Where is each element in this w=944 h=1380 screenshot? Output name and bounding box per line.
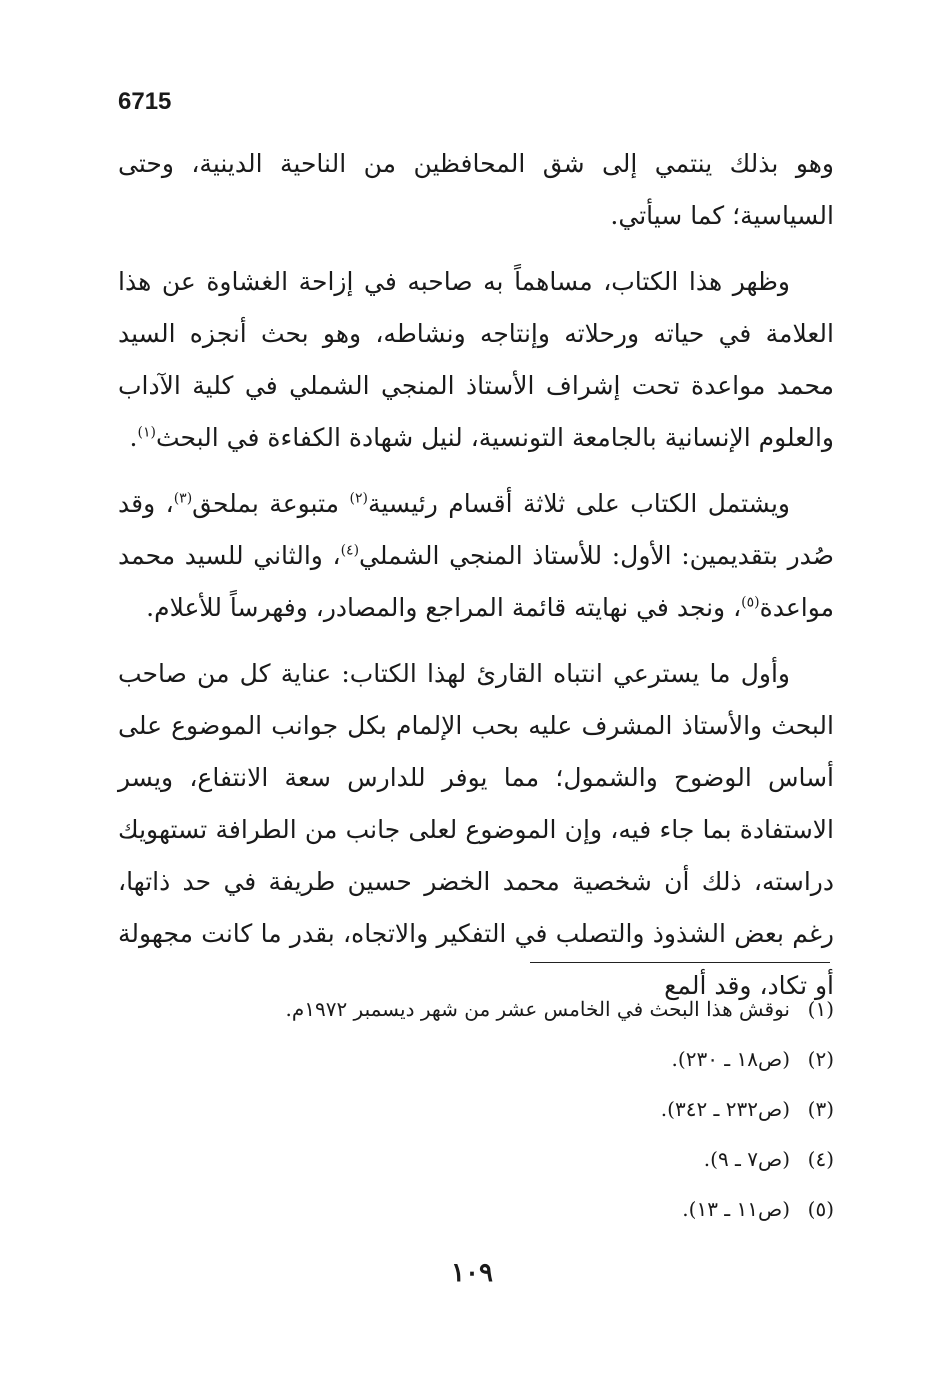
paragraph [118,478,834,634]
footnote [118,1084,834,1134]
footnote-separator [530,962,830,963]
paragraph [118,138,834,242]
footnote-text: (ص٧ ـ ٩). [703,1147,790,1171]
paragraph-text: ، وقد صُدر بتقديمين: الأول: للأستاذ المنجي الشملي [118,489,834,570]
paragraph-text: ، والثاني للسيد محمد مواعدة [118,541,834,622]
paragraph-text: ويشتمل الكتاب على ثلاثة أقسام رئيسية [367,489,790,518]
page-id: 6715 [118,88,172,115]
paragraph [118,648,834,1012]
footnote-reference: (٢) [349,490,368,507]
paragraph [118,256,834,464]
footnote [118,1134,834,1184]
footnotes [118,984,834,1234]
paragraph-text: . [129,423,138,452]
footnote-reference: (٥) [741,594,760,611]
footnote-number: (٥) [807,1197,834,1221]
paragraph-text: وأول ما يسترعي انتباه القارئ لهذا الكتاب: عناية كل من صاحب البحث والأستاذ المشرف عليه بحب الإلمام بكل جوانب الموضوع على أساس الوضوح والشمول؛ مما يوفر للدارس سعة الانتفاع، ويسر الاستفادة بما جاء فيه، وإن الموضوع لعلى جانب من الطرافة تستهويك دراسته، ذلك أن شخصية محمد الخضر حسين طريفة في حد ذاتها، رغم بعض الشذوذ والتصلب في التفكير والاتجاه، بقدر ما كانت مجهولة أو تكاد، وقد ألمع [118,659,834,1000]
footnote-reference: (١) [137,424,156,441]
footnote-text: (ص٢٣٢ ـ ٣٤٢). [660,1097,790,1121]
footnote [118,1184,834,1234]
paragraph-text: متبوعة بملحق [192,489,350,518]
footnote [118,1034,834,1084]
footnote [118,984,834,1034]
paragraph-text: وظهر هذا الكتاب، مساهماً به صاحبه في إزاحة الغشاوة عن هذا العلامة في حياته ورحلاته وإنتاجه ونشاطه، وهو بحث أنجزه السيد محمد مواعدة تحت إشراف الأستاذ المنجي الشملي في كلية الآداب والعلوم الإنسانية بالجامعة التونسية، لنيل شهادة الكفاءة في البحث [118,267,834,452]
body-text [118,138,834,1026]
footnote-reference: (٤) [340,542,360,559]
paragraph-text: وهو بذلك ينتمي إلى شق المحافظين من الناحية الدينية، وحتى السياسية؛ كما سيأتي. [118,149,834,230]
footnote-reference: (٣) [173,490,193,507]
paragraph-text: ، ونجد في نهايته قائمة المراجع والمصادر، وفهرساً للأعلام. [146,593,742,622]
footnote-number: (٣) [807,1097,834,1121]
footnote-text: نوقش هذا البحث في الخامس عشر من شهر ديسمبر ١٩٧٢م. [285,997,790,1021]
footnote-text: (ص١١ ـ ١٣). [682,1197,790,1221]
footnote-number: (٤) [807,1147,834,1171]
footnote-text: (ص١٨ ـ ٢٣٠). [671,1047,790,1071]
footnote-number: (٢) [807,1047,834,1071]
footnote-number: (١) [807,997,834,1021]
page-number: ١٠٩ [451,1258,493,1288]
